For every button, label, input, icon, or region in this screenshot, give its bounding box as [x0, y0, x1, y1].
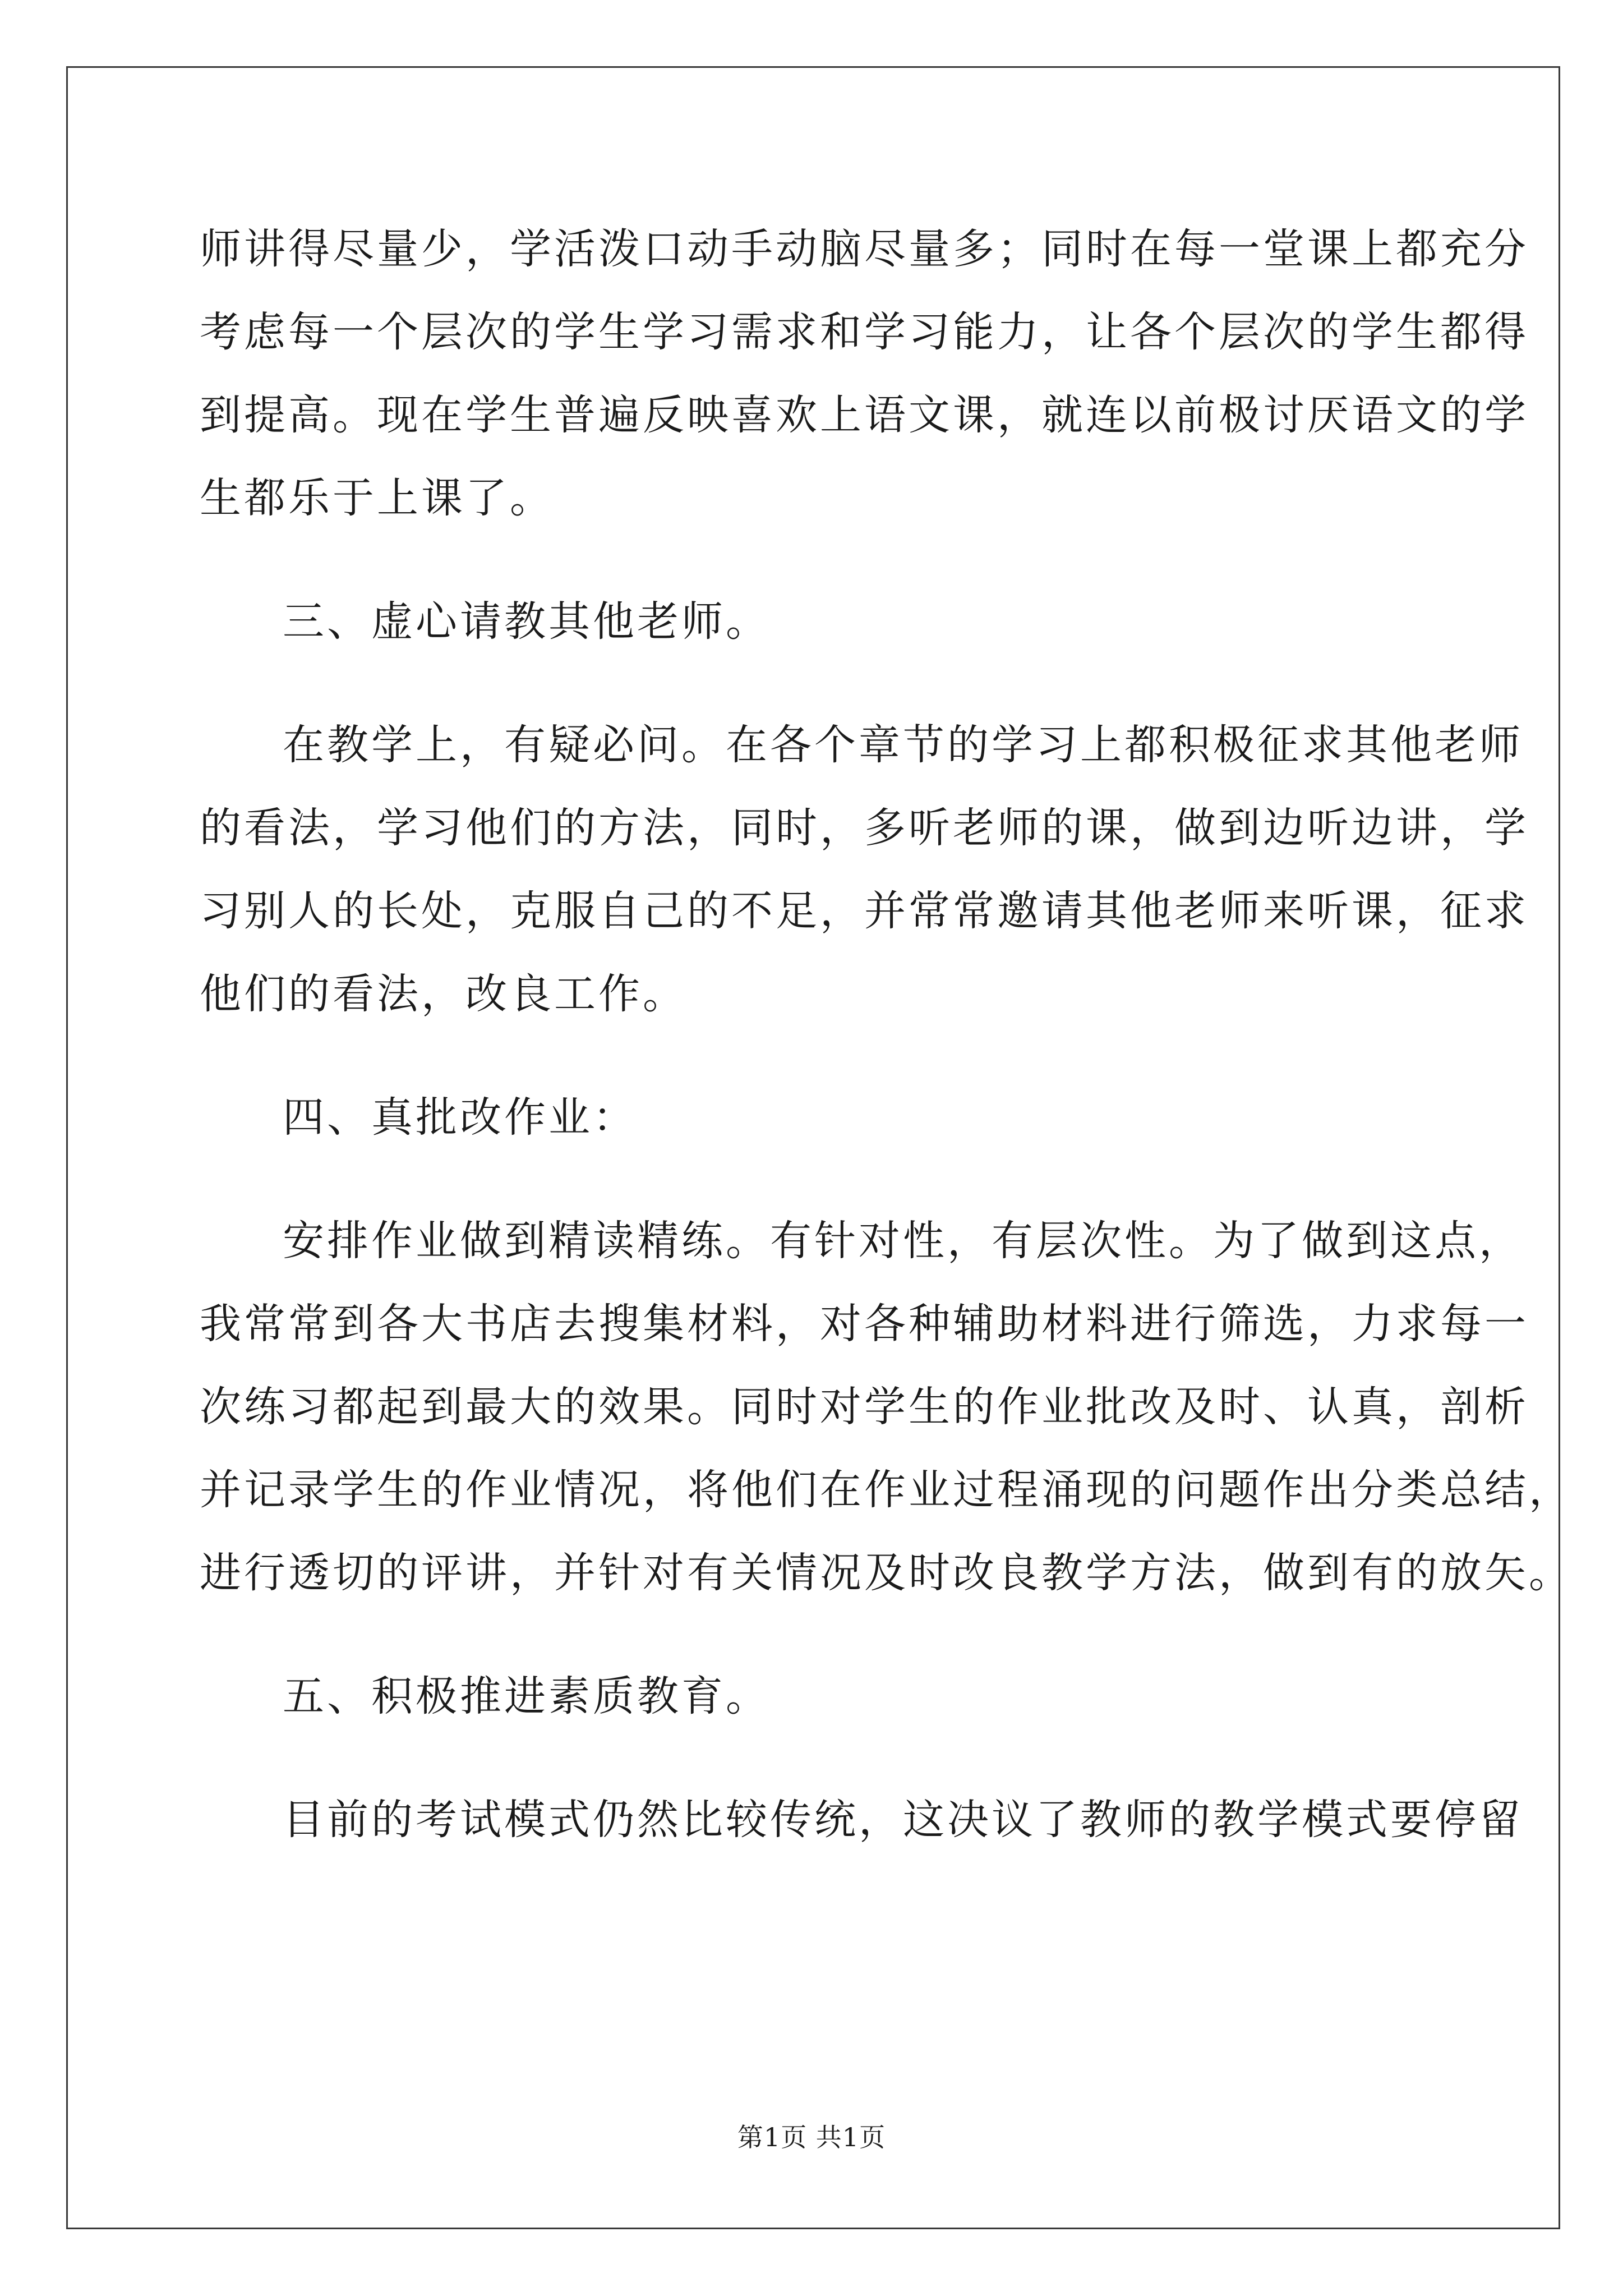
section-heading: 三、虚心请教其他老师。 [283, 597, 770, 646]
paragraph-line: 生都乐于上课了。 [200, 474, 554, 522]
section-heading: 四、真批改作业： [283, 1093, 637, 1142]
page-number-footer: 第1页 共1页 [737, 2122, 886, 2152]
paragraph-line: 到提高。现在学生普遍反映喜欢上语文课，就连以前极讨厌语文的学 [200, 391, 1529, 439]
paragraph-line: 我常常到各大书店去搜集材料，对各种辅助材料进行筛选，力求每一 [200, 1300, 1529, 1348]
paragraph-line: 进行透切的评讲，并针对有关情况及时改良教学方法，做到有的放矢。 [200, 1549, 1573, 1597]
paragraph-line: 目前的考试模式仍然比较传统，这决议了教师的教学模式要停留 [283, 1796, 1523, 1844]
paragraph-line: 安排作业做到精读精练。有针对性，有层次性。为了做到这点， [283, 1217, 1523, 1265]
paragraph-line: 他们的看法，改良工作。 [200, 970, 687, 1018]
paragraph-line: 习别人的长处，克服自己的不足，并常常邀请其他老师来听课，征求 [200, 887, 1529, 935]
document-body [200, 208, 1573, 1861]
paragraph-line: 师讲得尽量少，学活泼口动手动脑尽量多；同时在每一堂课上都充分 [200, 225, 1529, 273]
paragraph-line: 并记录学生的作业情况，将他们在作业过程涌现的问题作出分类总结， [200, 1466, 1573, 1514]
paragraph-line: 次练习都起到最大的效果。同时对学生的作业批改及时、认真，剖析 [200, 1383, 1529, 1431]
section-heading: 五、积极推进素质教育。 [283, 1672, 770, 1720]
paragraph-line: 考虑每一个层次的学生学习需求和学习能力，让各个层次的学生都得 [200, 308, 1529, 356]
paragraph-line: 的看法，学习他们的方法，同时，多听老师的课，做到边听边讲，学 [200, 804, 1529, 852]
paragraph-line: 在教学上，有疑必问。在各个章节的学习上都积极征求其他老师 [283, 721, 1523, 769]
